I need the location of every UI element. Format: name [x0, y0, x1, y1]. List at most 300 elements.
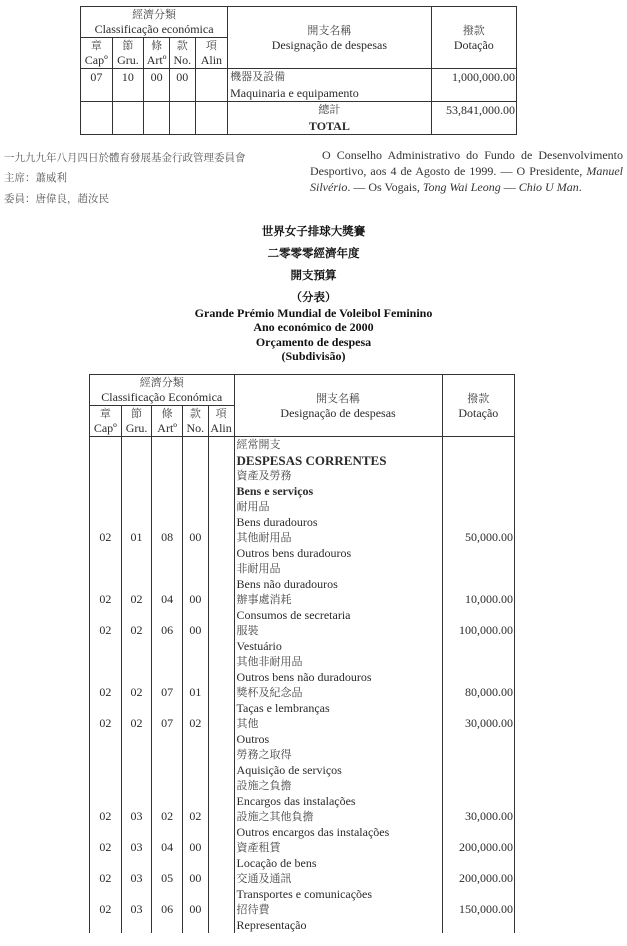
total-label-pt: TOTAL: [228, 118, 431, 135]
cell-art: [152, 794, 183, 810]
cell-cap: [90, 499, 122, 515]
cell-art: 07: [152, 685, 183, 701]
cell-art: 04: [152, 840, 183, 856]
col-header-art: [144, 38, 170, 69]
cell-designation: 耐用品: [234, 499, 442, 515]
cell-designation: Bens duradouros: [234, 515, 442, 531]
cell-gru: [121, 577, 152, 593]
classification-header: [81, 7, 228, 38]
cell-no: [182, 468, 208, 484]
title-pt-year: Ano económico de 2000: [253, 320, 374, 334]
col-header-cap-cn: 章: [99, 407, 111, 420]
col-header-alin: [208, 406, 234, 437]
col-header-gru-pt: Gru.: [117, 53, 139, 67]
classification-header: [90, 375, 235, 406]
cell-gru: [121, 437, 152, 453]
table-row: [90, 577, 515, 593]
cell-cap: [90, 561, 122, 577]
cell-designation: 勞務之取得: [234, 747, 442, 763]
cell-cap: [90, 747, 122, 763]
cell-art: 07: [152, 716, 183, 732]
cell-designation: 其他耐用品: [234, 530, 442, 546]
cell-cap: 02: [90, 623, 122, 639]
table-row: [90, 856, 515, 872]
classification-header-pt: Classificação Económica: [101, 390, 223, 404]
cell-gru: [121, 732, 152, 748]
table-row: [90, 747, 515, 763]
cell-cap: 07: [81, 69, 113, 86]
title-cn-subdivision: （分表）: [290, 290, 337, 304]
cell-cap: [90, 437, 122, 453]
col-header-gru-pt: Gru.: [125, 421, 148, 435]
designation-header: [228, 7, 431, 69]
col-header-art-pt: Artº: [146, 53, 167, 67]
cell-art: 02: [152, 809, 183, 825]
table-row: [90, 763, 515, 779]
cell-art: 08: [152, 530, 183, 546]
cell-art: [152, 484, 183, 500]
cell-cap: [90, 825, 122, 841]
cell-amount: [442, 670, 514, 686]
amount-header: [442, 375, 514, 437]
cell-art: [152, 778, 183, 794]
cell-designation: Vestuário: [234, 639, 442, 655]
cell-no: [182, 794, 208, 810]
cell-cap: [90, 778, 122, 794]
col-header-gru: [112, 38, 144, 69]
cell-no: 02: [182, 809, 208, 825]
amount-header: [431, 7, 516, 69]
cell-no: [182, 701, 208, 717]
table-row: [90, 670, 515, 686]
table-row: [90, 623, 515, 639]
cell-art: [152, 747, 183, 763]
cell-alin: [208, 437, 234, 453]
col-header-no-cn: 款: [176, 39, 188, 52]
cell-designation: Outros: [234, 732, 442, 748]
total-label-cn: 總計: [228, 102, 431, 119]
cell-gru: [121, 639, 152, 655]
cell-art: [152, 856, 183, 872]
col-header-alin-pt: Alin: [210, 421, 232, 435]
cell-designation-pt: Maquinaria e equipamento: [228, 85, 431, 102]
cell-gru: 02: [121, 716, 152, 732]
cell-cap: [90, 794, 122, 810]
cell-amount: 80,000.00: [442, 685, 514, 701]
cell-alin: [208, 453, 234, 469]
cell-amount: [442, 561, 514, 577]
cell-amount: [442, 546, 514, 562]
cell-gru: [121, 825, 152, 841]
cell-no: [182, 453, 208, 469]
cell-designation: Bens e serviços: [234, 484, 442, 500]
cell-cap: 02: [90, 716, 122, 732]
cell-designation: 招待費: [234, 902, 442, 918]
designation-header-pt: Designação de despesas: [280, 405, 396, 420]
cell-gru: 03: [121, 809, 152, 825]
cell-alin: [208, 639, 234, 655]
table-row: [81, 69, 517, 86]
cell-no: [182, 918, 208, 934]
col-header-alin: [195, 38, 228, 69]
cell-gru: [121, 546, 152, 562]
cell-designation: 其他非耐用品: [234, 654, 442, 670]
cell-cap: [90, 608, 122, 624]
col-header-cap-cn: 章: [90, 39, 102, 52]
amount-header-cn: 撥款: [467, 391, 490, 405]
cell-amount: 1,000,000.00: [431, 69, 516, 86]
cell-art: [152, 499, 183, 515]
cell-amount: [442, 887, 514, 903]
table-row: [90, 871, 515, 887]
cell-gru: [121, 701, 152, 717]
table-row: [90, 530, 515, 546]
cell-cap: 02: [90, 592, 122, 608]
table-row: [90, 437, 515, 453]
cell-amount: [442, 701, 514, 717]
col-header-no: [182, 406, 208, 437]
cell-amount: 150,000.00: [442, 902, 514, 918]
cell-amount: 30,000.00: [442, 809, 514, 825]
classification-header-cn: 經濟分類: [132, 8, 177, 21]
cell-cap: [90, 856, 122, 872]
col-header-art-pt: Artº: [157, 421, 178, 435]
cell-gru: 10: [112, 69, 144, 86]
cell-alin: [208, 623, 234, 639]
budget-table: [89, 374, 515, 933]
cell-no: 00: [182, 871, 208, 887]
cell-art: [152, 608, 183, 624]
cell-alin: [208, 763, 234, 779]
cell-alin: [208, 902, 234, 918]
cell-art: 04: [152, 592, 183, 608]
cell-gru: [121, 856, 152, 872]
cell-gru: 03: [121, 871, 152, 887]
title-pt-subdivision: (Subdivisão): [281, 349, 346, 363]
designation-header: [234, 375, 442, 437]
cell-amount: 200,000.00: [442, 871, 514, 887]
cell-art: [152, 887, 183, 903]
title-cn-event: 世界女子排球大獎賽: [261, 224, 366, 238]
col-header-cap: [90, 406, 122, 437]
table-row: [90, 732, 515, 748]
cell-alin: [208, 794, 234, 810]
cell-designation-cn: 機器及設備: [228, 69, 431, 86]
cell-gru: [121, 468, 152, 484]
cell-gru: [121, 747, 152, 763]
col-header-cap-pt: Capº: [84, 53, 108, 67]
cell-alin: [208, 747, 234, 763]
table-row: [90, 794, 515, 810]
table-row: [90, 685, 515, 701]
col-header-art: [152, 406, 183, 437]
cell-amount: [442, 437, 514, 453]
cell-amount: 50,000.00: [442, 530, 514, 546]
cell-cap: [90, 887, 122, 903]
cell-no: [182, 654, 208, 670]
cell-alin: [208, 871, 234, 887]
cell-designation: Bens não duradouros: [234, 577, 442, 593]
cell-cap: [90, 577, 122, 593]
cell-no: [182, 732, 208, 748]
cell-alin: [208, 685, 234, 701]
cell-cap: [90, 453, 122, 469]
cell-alin: [208, 716, 234, 732]
cell-alin: [208, 654, 234, 670]
cell-alin: [208, 515, 234, 531]
president-name: Manuel Silvério: [310, 164, 623, 194]
cell-cap: 02: [90, 871, 122, 887]
cell-no: [182, 577, 208, 593]
cell-alin: [208, 530, 234, 546]
budget-table-body: [90, 437, 515, 934]
cell-art: [152, 701, 183, 717]
cell-alin: [208, 778, 234, 794]
cell-gru: [121, 453, 152, 469]
cell-amount: [442, 468, 514, 484]
cell-art: [152, 670, 183, 686]
cell-no: [182, 437, 208, 453]
cell-amount: 30,000.00: [442, 716, 514, 732]
cell-cap: 02: [90, 809, 122, 825]
signature-pt-text: O Conselho Administrativo do Fundo de Desenvolvimento Desportivo, aos 4 de Agosto de 1999. — O Presidente,: [310, 148, 623, 178]
cell-art: [152, 515, 183, 531]
col-header-gru: [121, 406, 152, 437]
member-name: Chio U Man: [518, 180, 579, 194]
amount-header-pt: Dotação: [458, 405, 499, 420]
cell-art: [152, 732, 183, 748]
cell-cap: [90, 670, 122, 686]
cell-alin: [208, 561, 234, 577]
signature-cn-line-1: 一九九九年八月四日於體育發展基金行政管理委員會: [4, 152, 246, 164]
cell-no: 00: [182, 623, 208, 639]
cell-gru: [121, 778, 152, 794]
cell-amount: [442, 794, 514, 810]
table-row: [90, 515, 515, 531]
cell-designation: Representação: [234, 918, 442, 934]
cell-alin: [208, 546, 234, 562]
signature-cn-line-2: 主席：蕭威利: [4, 172, 67, 184]
amount-header-pt: Dotação: [453, 37, 494, 52]
table-row: [90, 608, 515, 624]
cell-art: [152, 763, 183, 779]
cell-no: 00: [182, 530, 208, 546]
cell-gru: [121, 763, 152, 779]
cell-cap: [90, 468, 122, 484]
cell-no: [182, 887, 208, 903]
cell-art: [152, 654, 183, 670]
total-row-pt: [81, 118, 517, 135]
budget-table-continued: [80, 6, 517, 135]
designation-header-cn: 開支名稱: [307, 23, 352, 37]
cell-art: [152, 825, 183, 841]
cell-alin: [208, 825, 234, 841]
cell-art: 06: [152, 902, 183, 918]
cell-designation: 設施之負擔: [234, 778, 442, 794]
col-header-cap-pt: Capº: [93, 421, 117, 435]
cell-amount: [442, 747, 514, 763]
cell-art: [152, 577, 183, 593]
cell-gru: [121, 499, 152, 515]
table-row: [90, 825, 515, 841]
cell-alin: [208, 840, 234, 856]
cell-alin: [208, 918, 234, 934]
table-row: [90, 778, 515, 794]
cell-gru: [121, 670, 152, 686]
cell-cap: [90, 918, 122, 934]
signature-pt-text: —: [500, 180, 519, 194]
cell-designation: Outros bens não duradouros: [234, 670, 442, 686]
table-row: [90, 809, 515, 825]
cell-designation: Outros bens duradouros: [234, 546, 442, 562]
cell-cap: 02: [90, 902, 122, 918]
cell-gru: 01: [121, 530, 152, 546]
cell-art: 00: [144, 69, 170, 86]
cell-art: [152, 639, 183, 655]
table-row: [90, 716, 515, 732]
col-header-alin-pt: Alin: [200, 53, 223, 67]
cell-no: [182, 546, 208, 562]
cell-designation: 交通及通訊: [234, 871, 442, 887]
cell-amount: [442, 778, 514, 794]
cell-no: [182, 670, 208, 686]
col-header-art-cn: 條: [151, 39, 163, 52]
cell-gru: 02: [121, 685, 152, 701]
cell-no: [182, 747, 208, 763]
classification-header-cn: 經濟分類: [139, 376, 184, 389]
cell-alin: [208, 468, 234, 484]
cell-designation: Transportes e comunicações: [234, 887, 442, 903]
cell-gru: 02: [121, 592, 152, 608]
cell-designation: Taças e lembranças: [234, 701, 442, 717]
cell-alin: [208, 856, 234, 872]
cell-alin: [208, 608, 234, 624]
cell-amount: [442, 654, 514, 670]
cell-alin: [208, 499, 234, 515]
cell-no: [182, 639, 208, 655]
cell-designation: 設施之其他負擔: [234, 809, 442, 825]
cell-amount: [442, 515, 514, 531]
cell-no: [182, 499, 208, 515]
cell-cap: [90, 639, 122, 655]
cell-amount: [442, 763, 514, 779]
col-header-alin-cn: 項: [205, 39, 217, 52]
col-header-no-cn: 款: [189, 407, 201, 420]
cell-alin: [195, 69, 228, 86]
cell-no: 00: [182, 902, 208, 918]
table-row: [90, 592, 515, 608]
cell-gru: [121, 608, 152, 624]
col-header-art-cn: 條: [161, 407, 173, 420]
cell-no: 01: [182, 685, 208, 701]
table-row: [90, 887, 515, 903]
designation-header-cn: 開支名稱: [316, 391, 361, 405]
cell-amount: [442, 499, 514, 515]
cell-designation: 服裝: [234, 623, 442, 639]
table-row: [90, 561, 515, 577]
col-header-no: [169, 38, 195, 69]
cell-no: 00: [182, 840, 208, 856]
cell-cap: 02: [90, 840, 122, 856]
signature-pt-text: . — Os Vogais,: [347, 180, 423, 194]
cell-gru: 03: [121, 902, 152, 918]
cell-amount: 100,000.00: [442, 623, 514, 639]
cell-cap: [90, 484, 122, 500]
cell-alin: [208, 670, 234, 686]
cell-no: 02: [182, 716, 208, 732]
cell-gru: [121, 887, 152, 903]
cell-gru: [121, 561, 152, 577]
col-header-alin-cn: 項: [215, 407, 227, 420]
cell-gru: [121, 918, 152, 934]
cell-art: [152, 437, 183, 453]
cell-no: [182, 608, 208, 624]
cell-alin: [208, 809, 234, 825]
cell-amount: 200,000.00: [442, 840, 514, 856]
cell-designation: 辦事處消耗: [234, 592, 442, 608]
cell-cap: [90, 763, 122, 779]
cell-designation: Encargos das instalações: [234, 794, 442, 810]
cell-art: [152, 918, 183, 934]
cell-designation: Outros encargos das instalações: [234, 825, 442, 841]
table-row: [90, 701, 515, 717]
cell-art: 06: [152, 623, 183, 639]
cell-amount: [442, 732, 514, 748]
cell-cap: 02: [90, 685, 122, 701]
amount-header-cn: 撥款: [462, 23, 485, 37]
col-header-no-pt: No.: [173, 53, 192, 67]
table-row: [90, 654, 515, 670]
cell-alin: [208, 592, 234, 608]
cell-no: [182, 484, 208, 500]
cell-designation: 非耐用品: [234, 561, 442, 577]
cell-amount: [442, 825, 514, 841]
cell-amount: [442, 453, 514, 469]
table-row: [90, 918, 515, 934]
table-row: [90, 840, 515, 856]
cell-designation: 其他: [234, 716, 442, 732]
table-row: [81, 85, 517, 102]
cell-designation: Locação de bens: [234, 856, 442, 872]
total-amount: 53,841,000.00: [431, 102, 516, 119]
cell-designation: 資產租賃: [234, 840, 442, 856]
cell-cap: 02: [90, 530, 122, 546]
cell-amount: [442, 639, 514, 655]
cell-art: [152, 453, 183, 469]
cell-gru: [121, 654, 152, 670]
cell-amount: [442, 577, 514, 593]
table-row: [90, 499, 515, 515]
cell-cap: [90, 654, 122, 670]
table-row: [90, 546, 515, 562]
title-pt-event: Grande Prémio Mundial de Voleibol Feminino: [194, 306, 433, 320]
cell-amount: [442, 608, 514, 624]
signature-cn-line-3: 委員：唐偉良，趙汝民: [4, 193, 109, 205]
col-header-cap: [81, 38, 113, 69]
cell-gru: 03: [121, 840, 152, 856]
designation-header-pt: Designação de despesas: [271, 37, 388, 52]
cell-gru: [121, 484, 152, 500]
cell-no: 00: [182, 592, 208, 608]
classification-header-pt: Classificação económica: [94, 22, 214, 36]
col-header-gru-cn: 節: [122, 39, 134, 52]
cell-no: [182, 856, 208, 872]
cell-amount: 10,000.00: [442, 592, 514, 608]
cell-amount: [442, 918, 514, 934]
cell-amount: [442, 484, 514, 500]
title-pt-budget: Orçamento de despesa: [255, 335, 372, 349]
total-row: [81, 102, 517, 119]
